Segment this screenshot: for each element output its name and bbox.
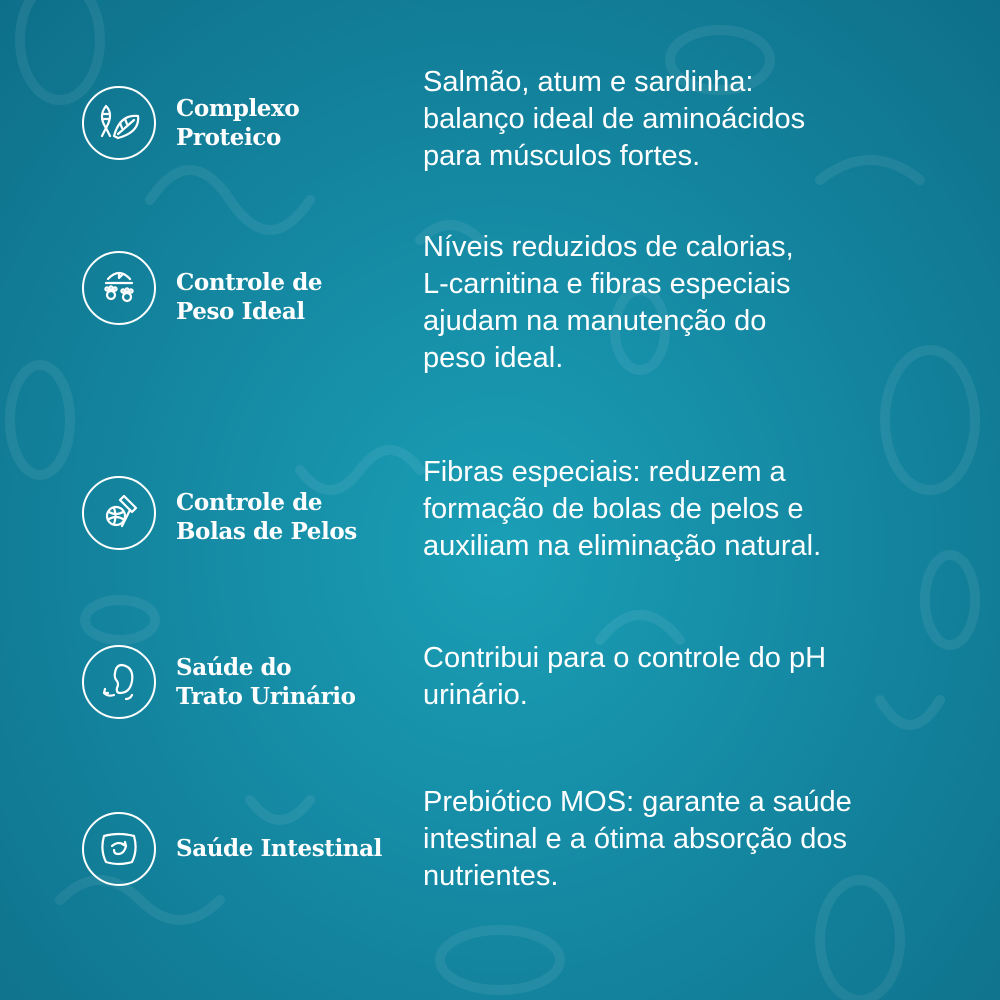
feature-title: Controle de Bolas de Pelos: [176, 489, 357, 545]
fish-icon: [82, 86, 156, 160]
feature-description: Níveis reduzidos de calorias, L-carnitina e fibras especiais ajudam na manutenção do peso ideal.: [423, 231, 794, 374]
feature-description: Fibras especiais: reduzem a formação de bolas de pelos e auxiliam na eliminação natural.: [423, 456, 822, 562]
kidney-icon: [82, 645, 156, 719]
scale-paws-icon: [82, 251, 156, 325]
feature-description: Prebiótico MOS: garante a saúde intestinal e a ótima absorção dos nutrientes.: [423, 786, 852, 892]
feature-title: Saúde do Trato Urinário: [176, 654, 356, 710]
intestine-icon: [82, 812, 156, 886]
feature-description: Contribui para o controle do pH urinário.: [423, 642, 827, 711]
feature-title: Controle de Peso Ideal: [176, 269, 323, 325]
feature-title: Saúde Intestinal: [176, 835, 382, 862]
feature-title: Complexo Proteico: [176, 95, 300, 151]
feature-description: Salmão, atum e sardinha: balanço ideal de aminoácidos para músculos fortes.: [423, 66, 806, 172]
hairball-brush-icon: [82, 476, 156, 550]
